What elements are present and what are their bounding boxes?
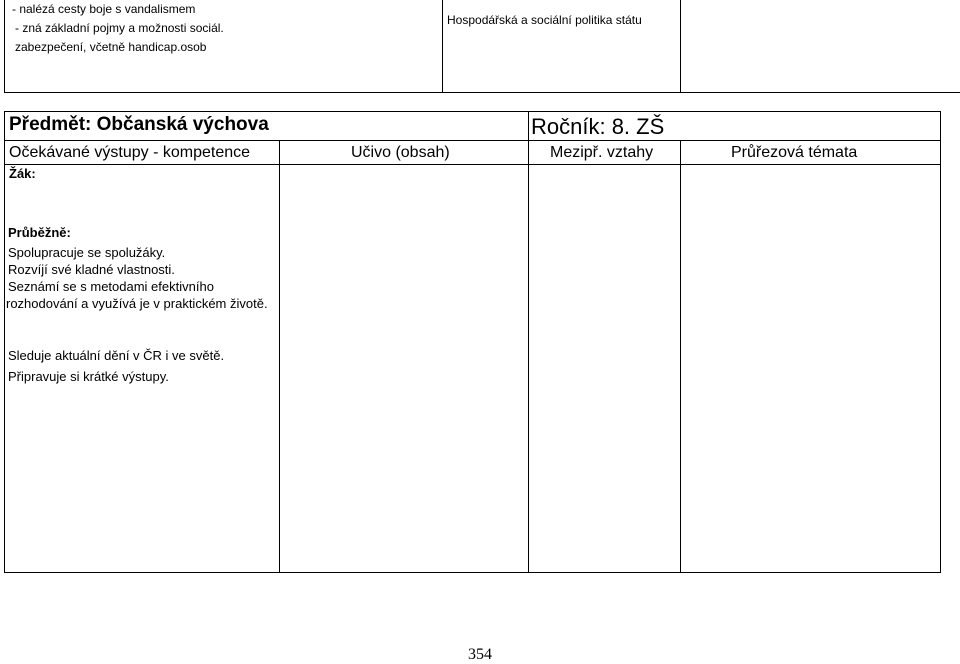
column-divider-3: [680, 140, 681, 573]
extra-line: Připravuje si krátké výstupy.: [8, 369, 169, 384]
page-number: 354: [468, 646, 492, 663]
table-right-border: [940, 111, 941, 573]
column-divider-2: [528, 140, 529, 573]
header-row-divider: [4, 164, 941, 165]
table-top-border: [4, 111, 941, 112]
table-bottom-border: [4, 572, 941, 573]
top-box-bottom-border: [4, 92, 960, 93]
header-cross-curricular-themes: Průřezová témata: [731, 144, 858, 161]
top-box-left-border: [4, 0, 5, 93]
ongoing-line: rozhodování a využívá je v praktickém životě.: [6, 296, 268, 311]
outcome-line: zabezpečení, včetně handicap.osob: [15, 40, 207, 54]
header-outcomes: Očekávané výstupy - kompetence: [9, 144, 251, 161]
subject-row-divider: [4, 140, 941, 141]
ongoing-line: Spolupracuje se spolužáky.: [8, 245, 166, 260]
ongoing-label: Průběžně:: [8, 225, 71, 240]
outcome-line: - zná základní pojmy a možnosti sociál.: [15, 21, 224, 35]
subject-grade-divider: [528, 111, 529, 141]
top-left-outcomes: [12, 0, 224, 57]
top-box-right-border: [680, 0, 681, 93]
extra-line: Sleduje aktuální dění v ČR i ve světě.: [8, 348, 225, 363]
column-divider-1: [279, 140, 280, 573]
ongoing-line: Rozvíjí své kladné vlastnosti.: [8, 262, 175, 277]
table-left-border: [4, 111, 5, 573]
top-box-divider: [442, 0, 443, 93]
ongoing-line: Seznámí se s metodami efektivního: [8, 279, 214, 294]
top-right-topic: Hospodářská a sociální politika státu: [447, 13, 642, 27]
student-label: Žák:: [9, 166, 36, 181]
header-curriculum: Učivo (obsah): [351, 144, 450, 161]
header-cross-subject: Mezipř. vztahy: [550, 144, 654, 161]
outcome-line: - nalézá cesty boje s vandalismem: [12, 2, 196, 16]
grade-label: Ročník: 8. ZŠ: [531, 114, 665, 139]
subject-title: Předmět: Občanská výchova: [9, 114, 269, 135]
